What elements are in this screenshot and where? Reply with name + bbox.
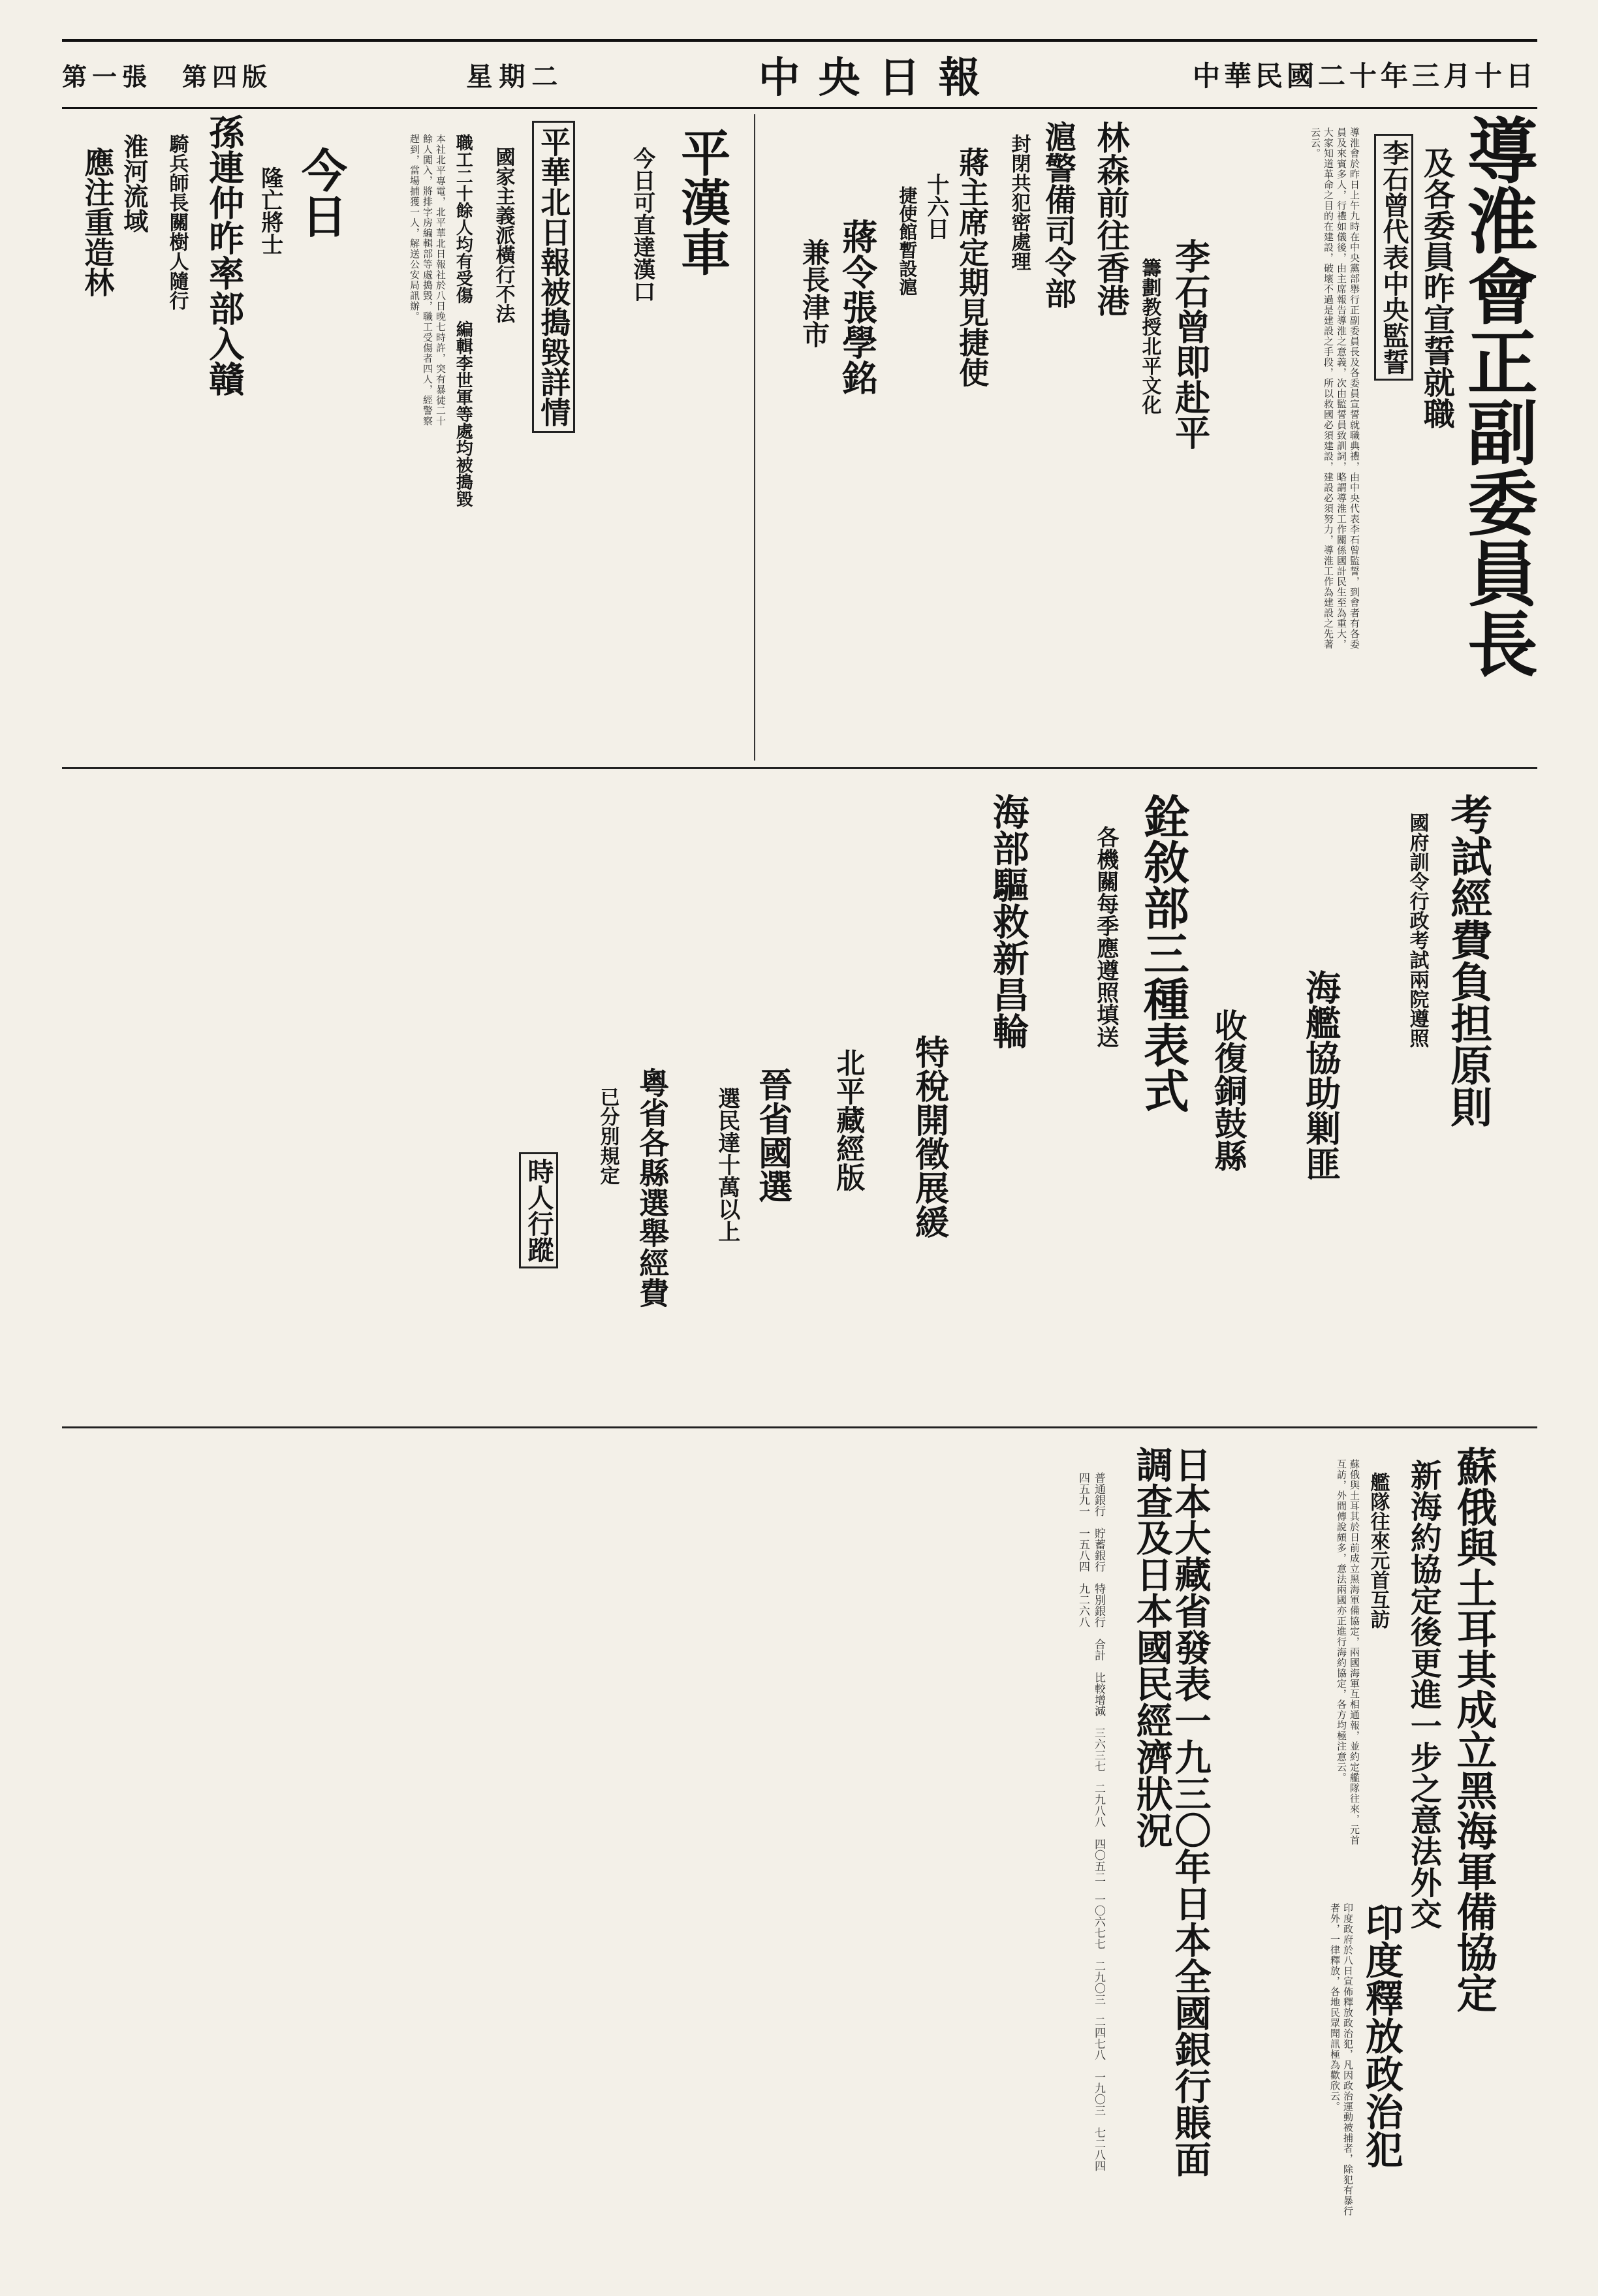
zhang-sub: 兼長津市	[798, 238, 831, 348]
jin-headline: 晉省國選	[752, 1067, 792, 1203]
hu-headline: 滬警備司令部	[1039, 121, 1076, 309]
lead-subtitle-2: 李石曾代表中央監誓	[1374, 134, 1413, 381]
li-headline: 李石曾即赴平	[1169, 238, 1212, 450]
quanxu-headline: 銓敘部三種表式	[1136, 793, 1191, 1113]
issue-date: 中華民國二十年三月十日	[1192, 60, 1537, 92]
jiang-sub: 十六日	[922, 173, 949, 240]
pinghan-headline: 平漢車	[672, 127, 731, 276]
jinri-sub: 隆亡將士	[257, 166, 283, 255]
bottom-section	[62, 1433, 1537, 2256]
masthead	[62, 39, 1537, 109]
exam-headline: 考試經費負担原則	[1443, 793, 1493, 1127]
india-body: 印度政府於八日宣佈釋放政治犯，凡因政治運動被捕者，除犯有暴行者外，一律釋放，各地民眾聞訊極為歡欣云。	[1329, 1903, 1354, 2216]
japan-table: 普通銀行 貯蓄銀行 特別銀行 合計 比較增減 三六三七 二九八八 四〇五二 一〇六七七 二九〇三 二四七八 一九〇三 七二八四 四五九一 一五八四 九二六八	[1076, 1472, 1105, 2182]
sue-sub: 新海約協定後更進一步之意法外交	[1405, 1459, 1442, 1929]
jin-sub: 選民達十萬以上	[713, 1087, 740, 1242]
lead-headline: 導淮會正副委員長	[1455, 114, 1538, 678]
shiren-headline: 時人行蹤	[519, 1152, 558, 1268]
lead-subtitle: 及各委員昨宣誓就職	[1418, 147, 1455, 429]
pingbei-headline: 平華北日報被搗毀詳情	[532, 121, 575, 433]
haijian-headline: 海艦協助剿匪	[1300, 969, 1342, 1181]
sue-sub-2: 艦隊往來元首互訪	[1366, 1472, 1390, 1629]
newspaper-page	[62, 39, 1537, 2259]
japan-headline: 日本大藏省發表一九三〇年日本全國銀行賬面調查及日本國民經濟狀況	[1130, 1446, 1212, 2177]
jiang-headline: 蔣主席定期見捷使	[954, 147, 990, 387]
middle-section	[62, 774, 1537, 1428]
weekday: 星期二	[466, 61, 565, 92]
pingbei-body: 本社北平專電，北平華北日報社於八日晚七時許，突有暴徒二十餘人闖入，將排字房編輯部等處搗毀，職工受傷者四人，經警察趕到，當場捕獲一人，解送公安局訊辦。	[409, 134, 446, 426]
zhang-headline: 蔣令張學銘	[836, 219, 879, 395]
sun-headline: 孫連仲昨率部入贛	[203, 114, 245, 396]
beiping-headline: 北平藏經版	[831, 1048, 865, 1191]
jinri-headline: 今日	[294, 147, 349, 238]
sue-body: 蘇俄與土耳其於日前成立黑海軍備協定，兩國海軍互相通報，並約定艦隊往來，元首互訪，外間傳說頗多，意法兩國亦正進行海約協定，各方均極注意云。	[1336, 1459, 1360, 1846]
exam-sub: 國府訓令行政考試兩院遵照	[1405, 813, 1429, 1048]
weixiu-headline: 收復銅鼓縣	[1209, 1009, 1248, 1172]
pinghan-sub: 今日可直達漢口	[629, 147, 655, 302]
li-sub: 籌劃教授北平文化	[1138, 258, 1161, 415]
huai-sub: 應注重造林	[80, 147, 116, 297]
jiang-sub-2: 捷使館暫設滬	[896, 186, 918, 296]
quanxu-sub: 各機關每季應遵照填送	[1092, 826, 1119, 1048]
paper-name: 中央日報	[758, 54, 999, 102]
xuan-headline: 粵省各縣選舉經費	[634, 1067, 670, 1308]
sue-headline: 蘇俄與土耳其成立黑海軍備協定	[1450, 1446, 1498, 2013]
pingbei-sub-2: 職工二十餘人均有受傷 編輯李世軍等處均被搗毀	[453, 134, 473, 507]
top-section	[62, 108, 1537, 769]
xuan-sub: 已分別規定	[596, 1087, 619, 1185]
lead-body: 導淮會於昨日上午九時在中央黨部舉行正副委員長及各委員宣誓就職典禮，由中央代表李石曾監誓，到會者有各委員及來賓多人，行禮如儀後，由主席報告導淮之意義，次由監誓員致訓詞，略謂導淮工作關係國計民生至為重大，大家知道革命之目的在建設，破壞不過是建設之手段，所以救國必須建設，建設必須努力，導淮工作為建設之先著云云。	[1309, 127, 1360, 650]
hu-sub: 封閉共犯密處理	[1007, 134, 1031, 271]
tuishui-headline: 特稅開徵展緩	[909, 1035, 949, 1238]
sun-sub: 騎兵師長關樹人隨行	[165, 134, 189, 310]
haijiu-headline: 海部驅救新昌輪	[986, 793, 1030, 1049]
huai-headline: 淮河流域	[119, 134, 149, 233]
top-column-rule	[754, 114, 755, 761]
section-label: 第一張 第四版	[62, 61, 273, 91]
pingbei-sub: 國家主義派橫行不法	[492, 147, 515, 323]
india-headline: 印度釋放政治犯	[1358, 1903, 1403, 2168]
lin-headline: 林森前往香港	[1091, 121, 1131, 317]
